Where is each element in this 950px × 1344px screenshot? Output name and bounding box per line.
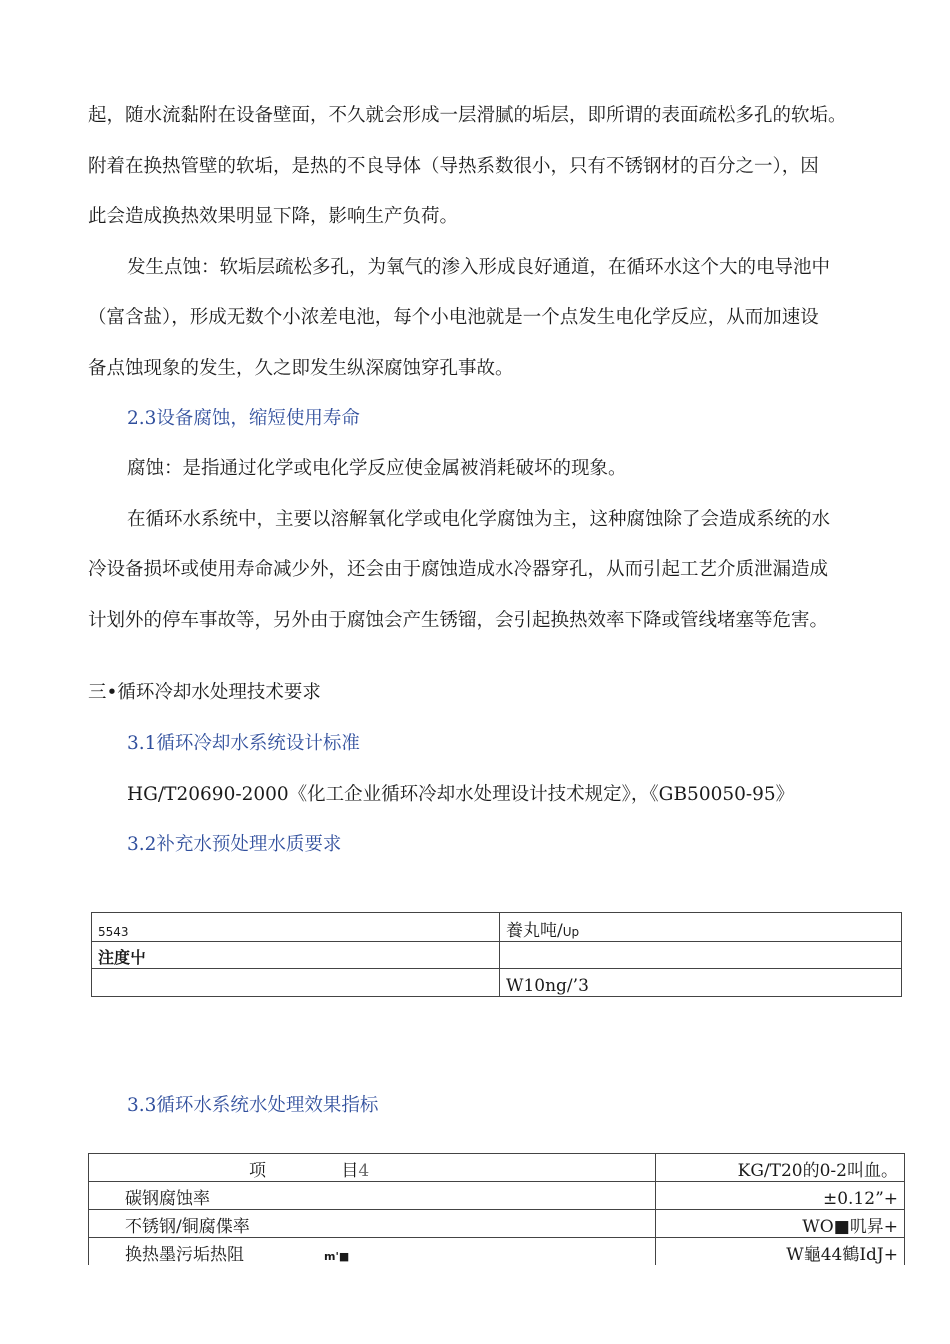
table-cell: 碳钢腐蚀率 (89, 1182, 656, 1210)
paragraph-line: （富含盐），形成无数个小浓差电池，每个小电池就是一个点发生电化学反应，从而加速设 (88, 307, 819, 328)
table-cell (92, 969, 500, 997)
table-cell: W龜44鶴IdJ+ (656, 1238, 905, 1266)
paragraph-line: 附着在换热管壁的软垢，是热的不良导体（导热系数很小，只有不锈钢材的百分之一），因 (88, 156, 819, 177)
section-heading: 3.2补充水预处理水质要求 (127, 834, 342, 855)
table-cell: 5543 (92, 913, 500, 942)
paragraph-line: 此会造成换热效果明显下降，影响生产负荷。 (88, 206, 459, 227)
paragraph-line: 发生点蚀：软垢层疏松多孔，为氧气的渗入形成良好通道，在循环水这个大的电导池中 (127, 257, 831, 278)
paragraph-line: 在循环水系统中，主要以溶解氧化学或电化学腐蚀为主，这种腐蚀除了会造成系统的水 (127, 509, 831, 530)
paragraph-line: 冷设备损坏或使用寿命减少外，还会由于腐蚀造成水冷器穿孔，从而引起工艺介质泄漏造成 (88, 559, 829, 580)
table-header-row (89, 1154, 905, 1182)
makeup-water-table (91, 912, 902, 997)
table-header-cell: 项 目4 (89, 1154, 656, 1182)
table-cell: 不锈钢/铜腐偞率 (89, 1210, 656, 1238)
table-cell: WO■叽昇+ (656, 1210, 905, 1238)
table-cell: 换热墨污垢热阻 m'■ (89, 1238, 656, 1266)
table-row (89, 1238, 905, 1266)
section-heading: 3.1循环冷却水系统设计标准 (127, 733, 360, 754)
paragraph-line: 备点蚀现象的发生，久之即发生纵深腐蚀穿孔事故。 (88, 358, 514, 379)
table-row (89, 1210, 905, 1238)
table-cell: ±0.12”+ (656, 1182, 905, 1210)
table-row (92, 913, 902, 942)
standard-reference: HG/T20690-2000《化工企业循环冷却水处理设计技术规定》，《GB50050-95》 (127, 784, 795, 805)
table-cell: 養丸吨/Up (500, 913, 902, 942)
chapter-heading: 三•循环冷却水处理技术要求 (88, 682, 321, 703)
paragraph-line: 计划外的停车事故等，另外由于腐蚀会产生锈镏，会引起换热效率下降或管线堵塞等危害。 (88, 610, 829, 631)
section-heading: 2.3设备腐蚀，缩短使用寿命 (127, 408, 360, 429)
table-row (89, 1182, 905, 1210)
table-row (92, 942, 902, 969)
table-cell: W10ng/’3 (500, 969, 902, 997)
table-cell: 注度屮 (92, 942, 500, 969)
treatment-effect-table (88, 1153, 905, 1265)
table-header-cell: KG/T20的0-2叫血。 (656, 1154, 905, 1182)
table-row (92, 969, 902, 997)
paragraph-line: 腐蚀：是指通过化学或电化学反应使金属被消耗破坏的现象。 (127, 458, 627, 479)
paragraph-line: 起，随水流黏附在设备壁面，不久就会形成一层滑腻的垢层，即所谓的表面疏松多孔的软垢。 (88, 105, 847, 126)
section-heading: 3.3循环水系统水处理效果指标 (127, 1095, 379, 1116)
table-cell (500, 942, 902, 969)
